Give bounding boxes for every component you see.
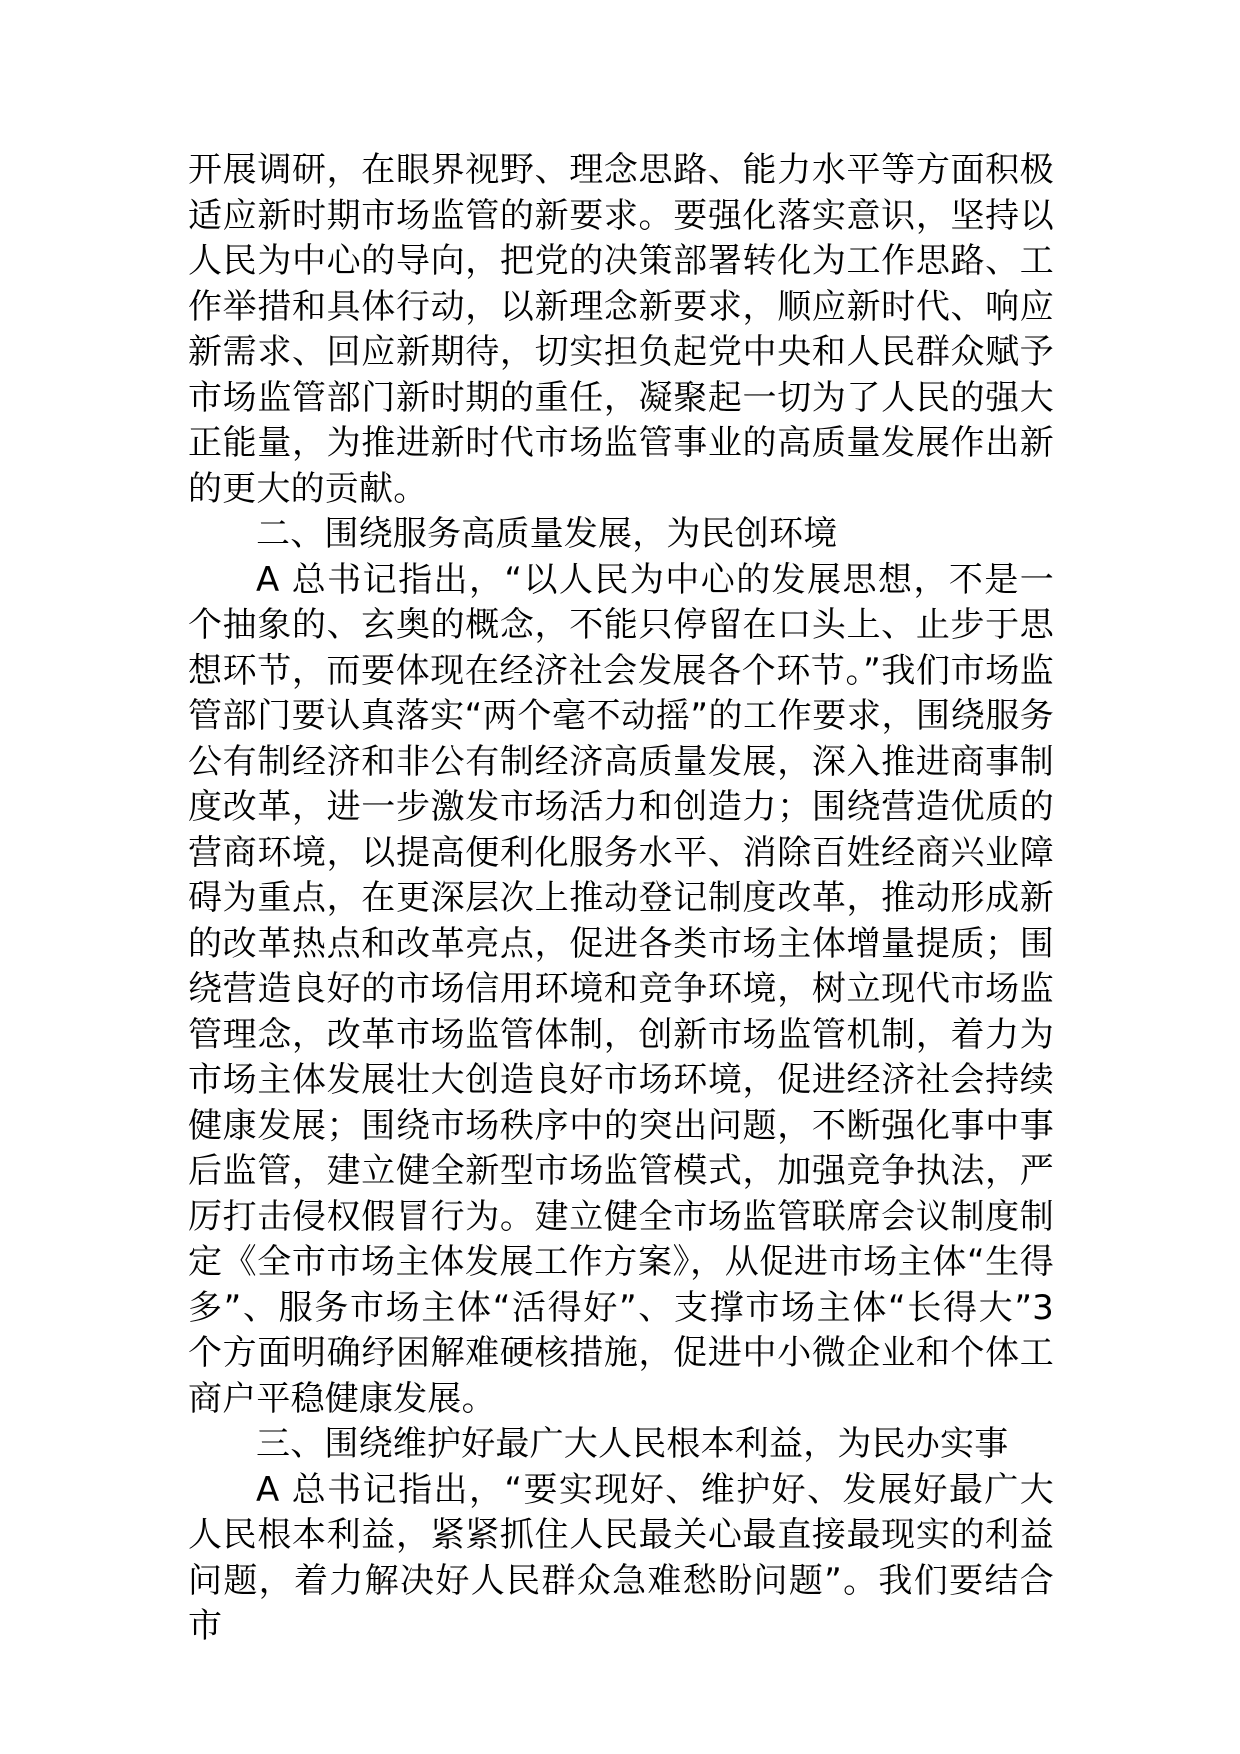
section-heading: 三、围绕维护好最广大人民根本利益，为民办实事 [256,1424,1009,1464]
body-paragraph: A 总书记指出，“要实现好、维护好、发展好最广大人民根本利益，紧紧抓住人民最关心最直接最现实的利益问题，着力解决好人民群众急难愁盼问题”。我们要结合市 [188,1469,1054,1646]
section-heading: 二、围绕服务高质量发展，为民创环境 [256,514,838,554]
body-paragraph: 开展调研，在眼界视野、理念思路、能力水平等方面积极适应新时期市场监管的新要求。要强化落实意识，坚持以人民为中心的导向，把党的决策部署转化为工作思路、工作举措和具体行动，以新理念新要求，顺应新时代、响应新需求、回应新期待，切实担负起党中央和人民群众赋予市场监管部门新时期的重任，凝聚起一切为了人民的强大正能量，为推进新时代市场监管事业的高质量发展作出新的更大的贡献。 [188,150,1054,509]
document-body [188,148,1054,1650]
body-paragraph: A 总书记指出，“以人民为中心的发展思想，不是一个抽象的、玄奥的概念，不能只停留在口头上、止步于思想环节，而要体现在经济社会发展各个环节。”我们市场监管部门要认真落实“两个毫不动摇”的工作要求，围绕服务公有制经济和非公有制经济高质量发展，深入推进商事制度改革，进一步激发市场活力和创造力；围绕营造优质的营商环境，以提高便利化服务水平、消除百姓经商兴业障碍为重点，在更深层次上推动登记制度改革，推动形成新的改革热点和改革亮点，促进各类市场主体增量提质；围绕营造良好的市场信用环境和竞争环境，树立现代市场监管理念，改革市场监管体制，创新市场监管机制，着力为市场主体发展壮大创造良好市场环境，促进经济社会持续健康发展；围绕市场秩序中的突出问题，不断强化事中事后监管，建立健全新型市场监管模式，加强竞争执法，严厉打击侵权假冒行为。建立健全市场监管联席会议制度制定《全市市场主体发展工作方案》，从促进市场主体“生得多”、服务市场主体“活得好”、支撑市场主体“长得大”3 个方面明确纾困解难硬核措施，促进中小微企业和个体工商户平稳健康发展。 [188,559,1054,1419]
